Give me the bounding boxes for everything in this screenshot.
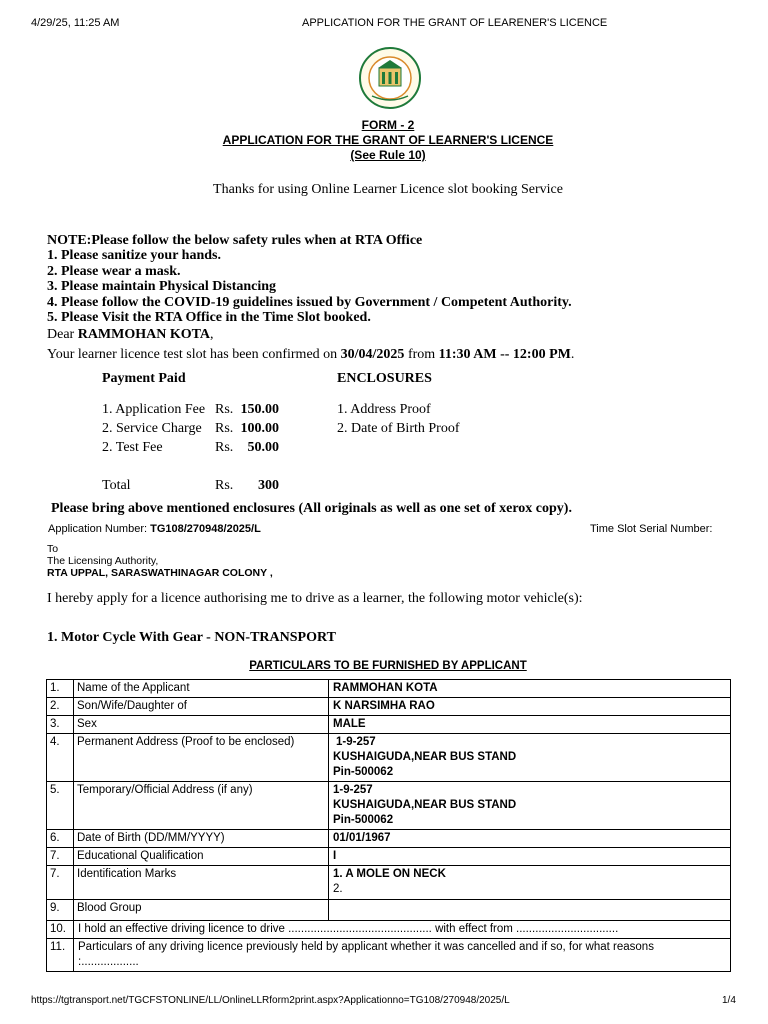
- form-title: APPLICATION FOR THE GRANT OF LEARNER'S LICENCE: [222, 133, 554, 147]
- row-label: Temporary/Official Address (if any): [74, 782, 329, 830]
- row-number: 7.: [47, 866, 74, 900]
- row-label: Date of Birth (DD/MM/YYYY): [74, 830, 329, 848]
- row-number: 7.: [47, 848, 74, 866]
- table-row: [47, 782, 731, 830]
- address-line: KUSHAIGUDA,NEAR BUS STAND: [333, 799, 517, 811]
- row-value: [329, 866, 731, 900]
- slot-confirmation: [47, 347, 574, 363]
- payment-heading: Payment Paid: [102, 371, 186, 386]
- address-line: 1-9-257: [333, 784, 373, 796]
- note-item: 5. Please Visit the RTA Office in the Time Slot booked.: [47, 310, 371, 325]
- fee-currency: Rs.: [215, 440, 234, 455]
- note-heading: NOTE:Please follow the below safety rules when at RTA Office: [47, 233, 423, 248]
- row-value: K NARSIMHA RAO: [329, 698, 731, 716]
- table-row: [47, 716, 731, 734]
- row-label: Name of the Applicant: [74, 680, 329, 698]
- fee-label: 1. Application Fee: [102, 402, 206, 417]
- confirm-text: Your learner licence test slot has been confirmed on: [47, 347, 338, 362]
- table-row: [47, 900, 731, 921]
- note-item: 3. Please maintain Physical Distancing: [47, 279, 277, 294]
- authority-label: The Licensing Authority,: [47, 555, 159, 567]
- page-number: 1/4: [722, 995, 736, 1006]
- print-url: https://tgtransport.net/TGCFSTONLINE/LL/OnlineLLRform2print.aspx?Applicationno=TG108/270948/2025/L: [31, 995, 510, 1006]
- fee-amount: 100.00: [240, 421, 279, 436]
- row-number: 2.: [47, 698, 74, 716]
- address-line: KUSHAIGUDA,NEAR BUS STAND: [333, 751, 517, 763]
- row-value: MALE: [329, 716, 731, 734]
- table-row: [47, 921, 731, 939]
- table-row: [47, 848, 731, 866]
- fee-amount: 50.00: [247, 440, 279, 455]
- table-row: [47, 680, 731, 698]
- application-number-line: [48, 523, 261, 535]
- address-line: Pin-500062: [333, 814, 394, 826]
- row-label: Educational Qualification: [74, 848, 329, 866]
- row-number: 4.: [47, 734, 74, 782]
- note-item: 1. Please sanitize your hands.: [47, 248, 221, 263]
- enclosures-heading: ENCLOSURES: [337, 371, 432, 386]
- row-text-line: :..................: [78, 956, 139, 968]
- table-row: [47, 830, 731, 848]
- to-label: To: [47, 543, 59, 555]
- application-number: TG108/270948/2025/L: [150, 523, 261, 535]
- government-seal-logo: [358, 44, 422, 112]
- identification-mark: 1. A MOLE ON NECK: [333, 868, 446, 880]
- row-number: 9.: [47, 900, 74, 921]
- row-value: [329, 782, 731, 830]
- total-label: Total: [102, 478, 131, 493]
- time-slot-serial-label: Time Slot Serial Number:: [590, 523, 713, 535]
- confirm-period: .: [570, 347, 575, 362]
- table-row: [47, 734, 731, 782]
- print-datetime: 4/29/25, 11:25 AM: [31, 17, 120, 29]
- row-number: 6.: [47, 830, 74, 848]
- apply-statement: I hereby apply for a licence authorising me to drive as a learner, the following motor vehicle(s):: [47, 591, 583, 606]
- from-text: from: [407, 347, 436, 362]
- print-doc-title: APPLICATION FOR THE GRANT OF LEARENER'S LICENCE: [302, 17, 608, 29]
- rta-office: RTA UPPAL, SARASWATHINAGAR COLONY ,: [47, 567, 273, 579]
- address-line: Pin-500062: [333, 766, 394, 778]
- enclosure-item: 1. Address Proof: [337, 402, 431, 417]
- row-label: Permanent Address (Proof to be enclosed): [74, 734, 329, 782]
- row-text: I hold an effective driving licence to drive ............................................. with effect from ................................: [74, 921, 731, 939]
- row-label: Blood Group: [74, 900, 329, 921]
- applicant-name: RAMMOHAN KOTA: [77, 327, 211, 342]
- row-text: [74, 939, 731, 972]
- row-number: 1.: [47, 680, 74, 698]
- greeting-line: [47, 327, 214, 343]
- bring-enclosures-note: Please bring above mentioned enclosures (All originals as well as one set of xerox copy).: [51, 501, 572, 516]
- row-value: I: [329, 848, 731, 866]
- total-currency: Rs.: [215, 478, 234, 493]
- row-number: 5.: [47, 782, 74, 830]
- row-text-line: Particulars of any driving licence previously held by applicant whether it was cancelled and if so, for what reasons: [78, 941, 654, 953]
- table-row: [47, 866, 731, 900]
- total-amount: 300: [258, 478, 279, 493]
- row-value: [329, 900, 731, 921]
- thanks-message: Thanks for using Online Learner Licence slot booking Service: [213, 182, 563, 197]
- fee-currency: Rs.: [215, 421, 234, 436]
- row-number: 11.: [47, 939, 74, 972]
- dear-label: Dear: [47, 327, 75, 342]
- particulars-table: [46, 679, 731, 972]
- address-line: 1-9-257: [336, 736, 376, 748]
- row-label: Identification Marks: [74, 866, 329, 900]
- row-label: Son/Wife/Daughter of: [74, 698, 329, 716]
- application-number-label: Application Number:: [48, 523, 148, 535]
- slot-time: 11:30 AM -- 12:00 PM: [438, 347, 571, 362]
- row-number: 3.: [47, 716, 74, 734]
- particulars-heading: PARTICULARS TO BE FURNISHED BY APPLICANT: [249, 660, 527, 672]
- table-row: [47, 698, 731, 716]
- fee-amount: 150.00: [240, 402, 279, 417]
- row-number: 10.: [47, 921, 74, 939]
- row-value: 01/01/1967: [329, 830, 731, 848]
- form-rule: (See Rule 10): [350, 148, 426, 162]
- note-item: 2. Please wear a mask.: [47, 264, 181, 279]
- form-number: FORM - 2: [361, 118, 415, 132]
- fee-label: 2. Test Fee: [102, 440, 163, 455]
- note-item: 4. Please follow the COVID-19 guidelines issued by Government / Competent Authority.: [47, 295, 572, 310]
- slot-date: 30/04/2025: [340, 347, 405, 362]
- vehicle-class: 1. Motor Cycle With Gear - NON-TRANSPORT: [47, 630, 336, 645]
- identification-mark: 2.: [333, 883, 343, 895]
- table-row: [47, 939, 731, 972]
- fee-currency: Rs.: [215, 402, 234, 417]
- row-label: Sex: [74, 716, 329, 734]
- greeting-comma: ,: [210, 327, 214, 342]
- row-value: RAMMOHAN KOTA: [329, 680, 731, 698]
- fee-label: 2. Service Charge: [102, 421, 202, 436]
- enclosure-item: 2. Date of Birth Proof: [337, 421, 460, 436]
- row-value: [329, 734, 731, 782]
